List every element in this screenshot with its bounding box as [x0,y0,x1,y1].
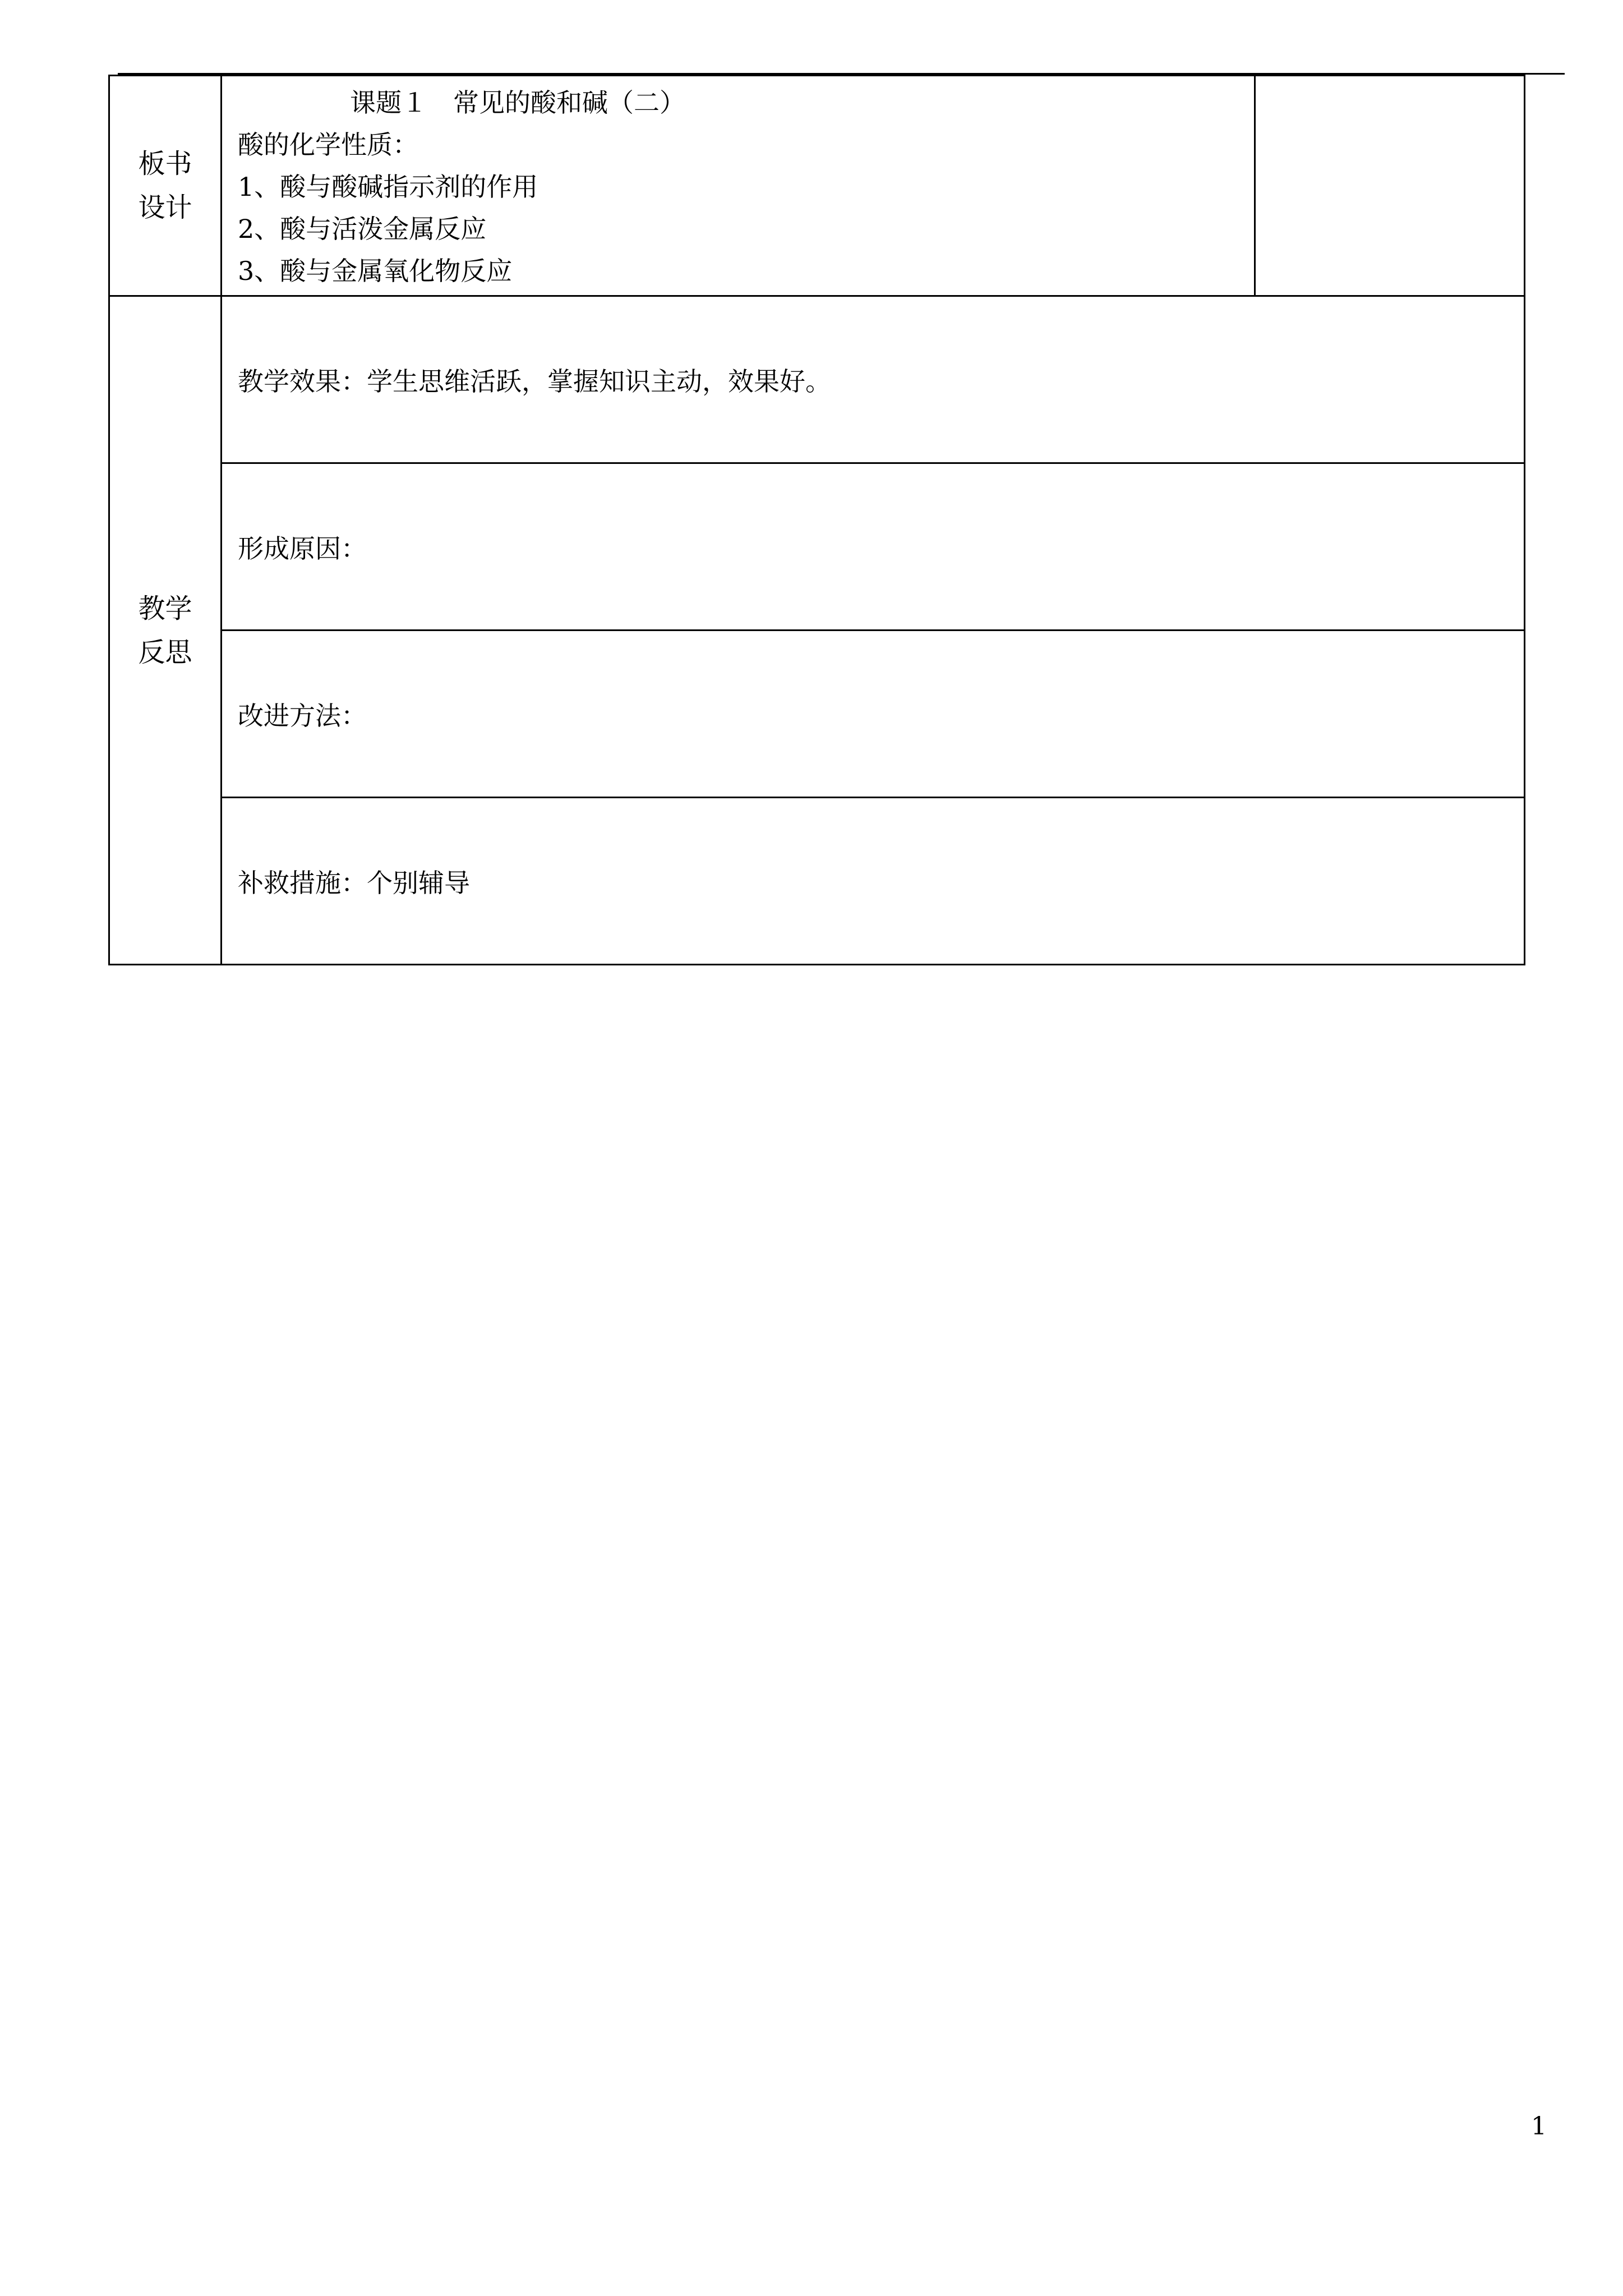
board-side-blank-cell [1255,76,1525,296]
improvement-text: 改进方法： [238,700,367,731]
lesson-plan-table [108,75,1525,965]
reflection-row [109,463,1525,631]
board-line: 酸的化学性质： [238,130,418,160]
board-label-line1: 板书 [138,148,192,180]
reflection-label-line1: 教学 [138,592,192,624]
teaching-reflection-label [109,296,222,965]
reflection-label-line2: 反思 [138,636,192,668]
reflection-row [109,798,1525,965]
board-design-row [109,76,1525,296]
remedy-text: 补救措施：个别辅导 [238,867,470,898]
improvement-cell [222,631,1525,798]
cause-text: 形成原因： [238,533,367,564]
remedy-cell [222,798,1525,965]
cause-cell [222,463,1525,631]
board-design-content [222,76,1255,296]
page-number: 1 [1531,2112,1547,2141]
board-line: 2、酸与活泼金属反应 [238,214,487,244]
reflection-row [109,631,1525,798]
board-design-label [109,76,222,296]
board-line: 1、酸与酸碱指示剂的作用 [238,172,538,202]
board-line: 3、酸与金属氧化物反应 [238,256,513,286]
board-label-line2: 设计 [138,192,192,223]
lesson-title: 课题１ 常见的酸和碱（二） [350,88,685,118]
reflection-row [109,296,1525,463]
teaching-effect-text: 教学效果：学生思维活跃，掌握知识主动，效果好。 [238,366,831,397]
teaching-effect-cell [222,296,1525,463]
